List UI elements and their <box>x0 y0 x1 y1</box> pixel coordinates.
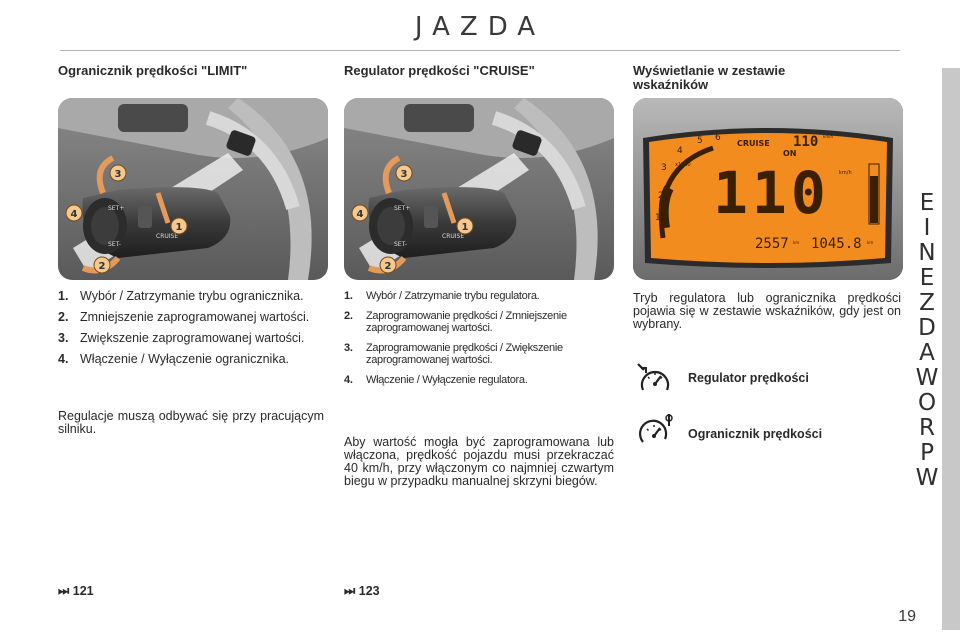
section-letter: N <box>918 240 936 266</box>
svg-text:2: 2 <box>658 191 664 201</box>
section-letter: Z <box>919 290 935 316</box>
svg-text:1: 1 <box>655 213 661 223</box>
stalk-label: SET- <box>108 241 121 248</box>
stalk-illustration <box>58 98 328 280</box>
fast-forward-icon: ⏭ <box>344 584 356 598</box>
section-letter: A <box>919 340 935 366</box>
speed-limiter-icon <box>634 412 674 448</box>
cruise-heading: Regulator prędkości "CRUISE" <box>344 63 535 78</box>
list-item: 3. Zaprogramowanie prędkości / Zwiększenie zaprogramowanej wartości. <box>344 342 563 366</box>
svg-text:km/h: km/h <box>823 134 834 139</box>
svg-text:5: 5 <box>697 136 703 146</box>
list-item: 2. Zaprogramowanie prędkości / Zmniejszenie zaprogramowanej wartości. <box>344 310 567 334</box>
callout-1: 1 <box>461 222 469 233</box>
svg-text:x1000: x1000 <box>675 162 691 168</box>
section-letter: R <box>919 415 935 441</box>
section-label-vertical <box>912 190 942 490</box>
svg-text:km: km <box>867 240 874 245</box>
section-letter: W <box>915 465 939 491</box>
stalk-label: SET- <box>394 241 407 248</box>
section-letter: P <box>920 440 934 466</box>
list-item: 1. Wybór / Zatrzymanie trybu regulatora. <box>344 290 540 302</box>
page-number: 19 <box>898 608 916 625</box>
section-letter: E <box>919 265 935 291</box>
section-letter: O <box>917 390 937 416</box>
list-item: 4. Włączenie / Wyłączenie regulatora. <box>344 374 528 386</box>
svg-text:km/h: km/h <box>839 170 852 176</box>
limiter-heading: Ogranicznik prędkości "LIMIT" <box>58 63 248 78</box>
page-reference-cruise[interactable]: ⏭ 123 <box>344 584 380 598</box>
odometer: 1045.8 <box>811 236 862 252</box>
title-divider <box>60 50 900 51</box>
callout-4: 4 <box>70 209 78 220</box>
cruise-stalk-photo <box>344 98 614 280</box>
page-reference-limiter[interactable]: ⏭ 121 <box>58 584 94 598</box>
section-tab <box>942 68 960 630</box>
svg-text:km: km <box>793 240 800 245</box>
cruise-control-icon <box>634 362 674 396</box>
section-letter: D <box>918 315 936 341</box>
svg-text:3: 3 <box>661 163 667 173</box>
speed-limiter-label: Ogranicznik prędkości <box>688 427 823 441</box>
limiter-stalk-photo <box>58 98 328 280</box>
cruise-control-label: Regulator prędkości <box>688 371 809 385</box>
svg-text:6: 6 <box>715 133 721 143</box>
callout-2: 2 <box>384 261 392 272</box>
callout-4: 4 <box>356 209 364 220</box>
page-title: JAZDA <box>414 12 546 42</box>
stalk-label: CRUISE <box>156 233 179 240</box>
current-speed: 110 <box>713 159 830 227</box>
list-item: 3. Zwiększenie zaprogramowanej wartości. <box>58 331 305 345</box>
list-item: 4. Włączenie / Wyłączenie ogranicznika. <box>58 352 290 366</box>
instrument-cluster <box>633 98 903 280</box>
callout-3: 3 <box>114 169 122 180</box>
callout-2: 2 <box>98 261 106 272</box>
display-note: Tryb regulatora lub ogranicznika prędkości pojawia się w zestawie wskaźników, gdy jest on wybrany. <box>633 291 901 331</box>
stalk-illustration <box>344 98 614 280</box>
fast-forward-icon: ⏭ <box>58 584 70 598</box>
cruise-controls-list <box>344 290 616 394</box>
limiter-controls-list <box>58 290 326 374</box>
trip-meter: 2557 <box>755 236 789 252</box>
callout-3: 3 <box>400 169 408 180</box>
stalk-label: SET+ <box>394 205 411 212</box>
cruise-note: Aby wartość mogła być zaprogramowana lub włączona, prędkość pojazdu musi przekraczać 40 km/h, przy włączonym co najmniej czwartym biegu w przypadku manualnej skrzyni biegów. <box>344 435 614 488</box>
set-speed: 110 <box>793 134 819 150</box>
stalk-label: CRUISE <box>442 233 465 240</box>
cruise-indicator: CRUISE <box>737 139 770 148</box>
callout-1: 1 <box>175 222 183 233</box>
cruise-on-indicator: ON <box>783 149 797 158</box>
list-item: 2. Zmniejszenie zaprogramowanej wartości. <box>58 310 310 324</box>
limiter-note: Regulacje muszą odbywać się przy pracującym silniku. <box>58 409 324 436</box>
list-item: 1. Wybór / Zatrzymanie trybu ogranicznika. <box>58 289 304 303</box>
cluster-display <box>633 98 903 280</box>
section-letter: W <box>915 365 939 391</box>
display-heading: Wyświetlanie w zestawie wskaźników <box>633 63 786 92</box>
section-letter: E <box>919 190 935 216</box>
svg-text:4: 4 <box>677 146 683 156</box>
stalk-label: SET+ <box>108 205 125 212</box>
section-letter: I <box>923 215 931 241</box>
